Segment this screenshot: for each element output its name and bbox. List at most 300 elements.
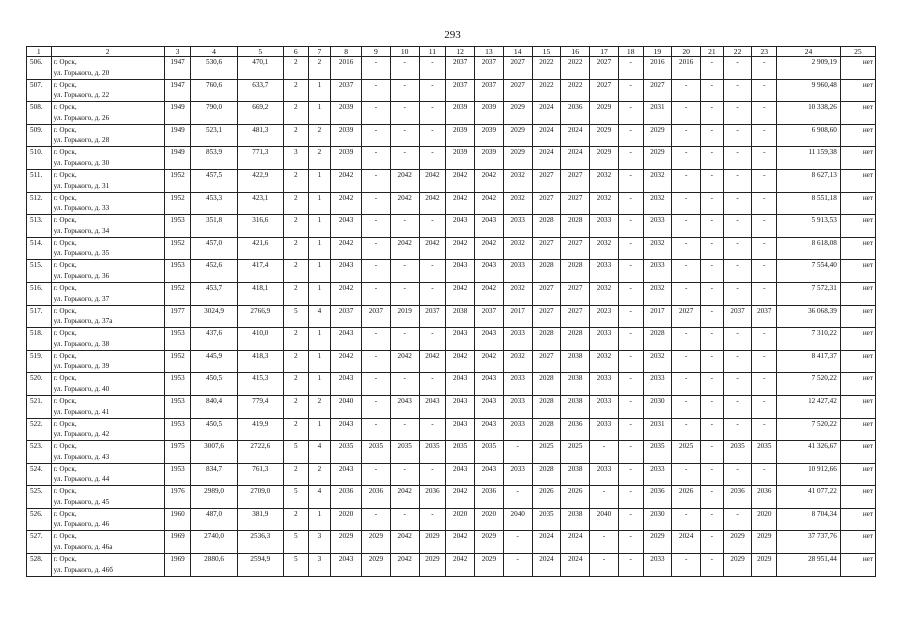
value-cell: 2033: [503, 260, 532, 283]
value-cell: 2033: [503, 373, 532, 396]
value-cell: 2037: [446, 79, 475, 102]
value-cell: 2043: [331, 215, 362, 238]
value-cell: 5: [283, 441, 308, 464]
value-cell: 2042: [446, 531, 475, 554]
column-number: 7: [308, 47, 331, 57]
column-number: 5: [237, 47, 283, 57]
value-cell: 2027: [590, 57, 619, 80]
column-number: 25: [840, 47, 875, 57]
value-cell: 2025: [561, 441, 590, 464]
value-cell: 2042: [446, 237, 475, 260]
value-cell: 2033: [643, 215, 672, 238]
cost-cell: 10 338,26: [777, 102, 841, 125]
address-cell: г. Орск, ул. Горького, д. 20: [51, 57, 164, 80]
value-cell: -: [752, 395, 777, 418]
value-cell: 2: [283, 328, 308, 351]
cost-cell: 9 960,48: [777, 79, 841, 102]
value-cell: -: [390, 373, 419, 396]
value-cell: 2042: [475, 237, 504, 260]
value-cell: 2: [283, 373, 308, 396]
value-cell: 2038: [561, 508, 590, 531]
cost-cell: 8 417,37: [777, 350, 841, 373]
value-cell: 2036: [643, 486, 672, 509]
value-cell: 2043: [331, 260, 362, 283]
value-cell: -: [618, 486, 643, 509]
value-cell: 2032: [643, 169, 672, 192]
value-cell: -: [752, 237, 777, 260]
value-cell: -: [701, 79, 724, 102]
value-cell: 2036: [561, 102, 590, 125]
value-cell: -: [362, 57, 391, 80]
address-cell: г. Орск, ул. Горького, д. 33: [51, 192, 164, 215]
value-cell: 2042: [419, 169, 446, 192]
value-cell: 2027: [532, 192, 561, 215]
table-row: [27, 169, 876, 192]
value-cell: 2043: [446, 395, 475, 418]
value-cell: -: [390, 79, 419, 102]
value-cell: 2: [308, 147, 331, 170]
table-row: [27, 57, 876, 80]
value-cell: 2037: [446, 57, 475, 80]
value-cell: -: [590, 531, 619, 554]
value-cell: -: [390, 508, 419, 531]
column-number: 14: [503, 47, 532, 57]
value-cell: 2020: [475, 508, 504, 531]
value-cell: 2029: [419, 554, 446, 577]
column-number: 9: [362, 47, 391, 57]
row-number-cell: 513.: [27, 215, 52, 238]
value-cell: 2027: [561, 237, 590, 260]
address-cell: г. Орск, ул. Горького, д. 26: [51, 102, 164, 125]
value-cell: -: [590, 441, 619, 464]
value-cell: 2027: [561, 305, 590, 328]
value-cell: -: [390, 57, 419, 80]
value-cell: 2043: [475, 395, 504, 418]
value-cell: 3: [308, 531, 331, 554]
value-cell: 2: [283, 282, 308, 305]
row-number-cell: 522.: [27, 418, 52, 441]
value-cell: -: [618, 79, 643, 102]
address-cell: г. Орск, ул. Горького, д. 40: [51, 373, 164, 396]
value-cell: 1: [308, 260, 331, 283]
row-number-cell: 511.: [27, 169, 52, 192]
value-cell: -: [752, 260, 777, 283]
value-cell: -: [419, 282, 446, 305]
value-cell: 1976: [164, 486, 191, 509]
value-cell: 2042: [390, 350, 419, 373]
value-cell: 2024: [561, 124, 590, 147]
cost-cell: 37 737,76: [777, 531, 841, 554]
flag-cell: нет: [840, 237, 875, 260]
value-cell: 421,6: [237, 237, 283, 260]
value-cell: 2029: [362, 554, 391, 577]
value-cell: 1: [308, 282, 331, 305]
cost-cell: 6 908,60: [777, 124, 841, 147]
cost-cell: 41 077,22: [777, 486, 841, 509]
value-cell: 410,0: [237, 328, 283, 351]
value-cell: -: [390, 328, 419, 351]
value-cell: 2042: [331, 350, 362, 373]
value-cell: -: [618, 531, 643, 554]
value-cell: 2: [308, 463, 331, 486]
value-cell: -: [618, 260, 643, 283]
value-cell: 2: [283, 215, 308, 238]
value-cell: 2031: [643, 418, 672, 441]
value-cell: 2033: [590, 418, 619, 441]
value-cell: 2035: [362, 441, 391, 464]
value-cell: -: [701, 328, 724, 351]
value-cell: 2040: [503, 508, 532, 531]
value-cell: 2042: [390, 237, 419, 260]
row-number-cell: 528.: [27, 554, 52, 577]
value-cell: -: [752, 215, 777, 238]
value-cell: 2989,0: [191, 486, 237, 509]
address-cell: г. Орск, ул. Горького, д. 37а: [51, 305, 164, 328]
value-cell: -: [672, 554, 701, 577]
table-row: [27, 508, 876, 531]
value-cell: 2029: [475, 531, 504, 554]
column-number: 15: [532, 47, 561, 57]
cost-cell: 8 704,34: [777, 508, 841, 531]
value-cell: 2039: [331, 102, 362, 125]
value-cell: 2023: [590, 305, 619, 328]
table-row: [27, 260, 876, 283]
value-cell: 422,9: [237, 169, 283, 192]
value-cell: -: [618, 102, 643, 125]
value-cell: -: [701, 508, 724, 531]
value-cell: 2033: [590, 215, 619, 238]
value-cell: 1: [308, 350, 331, 373]
row-number-cell: 523.: [27, 441, 52, 464]
value-cell: -: [723, 260, 752, 283]
column-number: 16: [561, 47, 590, 57]
value-cell: -: [362, 463, 391, 486]
value-cell: 2029: [475, 554, 504, 577]
value-cell: -: [672, 282, 701, 305]
value-cell: -: [672, 508, 701, 531]
value-cell: 2037: [723, 305, 752, 328]
value-cell: 4: [308, 305, 331, 328]
cost-cell: 36 068,39: [777, 305, 841, 328]
value-cell: -: [723, 79, 752, 102]
value-cell: 2043: [446, 215, 475, 238]
value-cell: -: [390, 282, 419, 305]
value-cell: 3024,9: [191, 305, 237, 328]
cost-cell: 11 159,38: [777, 147, 841, 170]
flag-cell: нет: [840, 147, 875, 170]
value-cell: -: [723, 282, 752, 305]
value-cell: 2039: [331, 147, 362, 170]
value-cell: 2: [308, 395, 331, 418]
value-cell: 2028: [532, 418, 561, 441]
value-cell: -: [503, 441, 532, 464]
value-cell: 2016: [672, 57, 701, 80]
value-cell: -: [390, 102, 419, 125]
value-cell: 5: [283, 305, 308, 328]
value-cell: 2017: [503, 305, 532, 328]
value-cell: 2029: [643, 147, 672, 170]
value-cell: 2032: [590, 350, 619, 373]
cost-cell: 7 572,31: [777, 282, 841, 305]
value-cell: 2027: [561, 169, 590, 192]
cost-cell: 8 551,18: [777, 192, 841, 215]
value-cell: -: [723, 373, 752, 396]
value-cell: 1952: [164, 237, 191, 260]
value-cell: 418,3: [237, 350, 283, 373]
table-row: [27, 441, 876, 464]
address-cell: г. Орск, ул. Горького, д. 35: [51, 237, 164, 260]
address-cell: г. Орск, ул. Горького, д. 22: [51, 79, 164, 102]
value-cell: 2028: [532, 215, 561, 238]
value-cell: 2039: [475, 124, 504, 147]
value-cell: 470,1: [237, 57, 283, 80]
value-cell: -: [672, 328, 701, 351]
value-cell: 457,0: [191, 237, 237, 260]
value-cell: 2042: [446, 169, 475, 192]
value-cell: 2028: [561, 260, 590, 283]
value-cell: 2043: [331, 373, 362, 396]
column-number: 19: [643, 47, 672, 57]
value-cell: 2029: [590, 147, 619, 170]
cost-cell: 41 326,67: [777, 441, 841, 464]
value-cell: -: [419, 147, 446, 170]
value-cell: 1: [308, 215, 331, 238]
value-cell: 2040: [590, 508, 619, 531]
table-row: [27, 147, 876, 170]
value-cell: -: [701, 441, 724, 464]
value-cell: 2029: [643, 531, 672, 554]
value-cell: 2027: [532, 237, 561, 260]
value-cell: -: [419, 215, 446, 238]
value-cell: 2033: [643, 463, 672, 486]
value-cell: 2035: [752, 441, 777, 464]
value-cell: 2: [283, 418, 308, 441]
table-row: [27, 463, 876, 486]
value-cell: 3: [308, 554, 331, 577]
value-cell: 1947: [164, 79, 191, 102]
value-cell: 1: [308, 79, 331, 102]
value-cell: -: [390, 215, 419, 238]
value-cell: 445,9: [191, 350, 237, 373]
flag-cell: нет: [840, 486, 875, 509]
value-cell: 2029: [503, 147, 532, 170]
value-cell: 2: [308, 57, 331, 80]
value-cell: -: [752, 169, 777, 192]
value-cell: 2016: [643, 57, 672, 80]
value-cell: 2043: [390, 395, 419, 418]
value-cell: -: [618, 192, 643, 215]
flag-cell: нет: [840, 169, 875, 192]
value-cell: 2042: [331, 237, 362, 260]
value-cell: -: [618, 463, 643, 486]
value-cell: 2: [283, 57, 308, 80]
value-cell: -: [419, 373, 446, 396]
value-cell: 2030: [643, 395, 672, 418]
column-number-row: [27, 47, 876, 57]
flag-cell: нет: [840, 102, 875, 125]
flag-cell: нет: [840, 305, 875, 328]
value-cell: 2042: [475, 282, 504, 305]
address-cell: г. Орск, ул. Горького, д. 34: [51, 215, 164, 238]
value-cell: -: [362, 508, 391, 531]
row-number-cell: 507.: [27, 79, 52, 102]
value-cell: -: [752, 418, 777, 441]
table-row: [27, 237, 876, 260]
value-cell: -: [752, 79, 777, 102]
value-cell: -: [752, 147, 777, 170]
value-cell: 2036: [561, 418, 590, 441]
value-cell: 2033: [590, 260, 619, 283]
value-cell: -: [362, 282, 391, 305]
table-row: [27, 531, 876, 554]
value-cell: -: [752, 463, 777, 486]
value-cell: -: [701, 102, 724, 125]
value-cell: 1: [308, 102, 331, 125]
value-cell: -: [701, 395, 724, 418]
address-cell: г. Орск, ул. Горького, д. 46: [51, 508, 164, 531]
value-cell: 2033: [590, 395, 619, 418]
value-cell: 2042: [419, 192, 446, 215]
value-cell: -: [362, 124, 391, 147]
value-cell: 2042: [331, 169, 362, 192]
value-cell: -: [701, 147, 724, 170]
value-cell: 2043: [446, 260, 475, 283]
value-cell: -: [419, 508, 446, 531]
value-cell: 2: [283, 260, 308, 283]
value-cell: 2020: [331, 508, 362, 531]
value-cell: -: [362, 328, 391, 351]
flag-cell: нет: [840, 508, 875, 531]
value-cell: 2032: [503, 282, 532, 305]
value-cell: 2043: [446, 328, 475, 351]
value-cell: 2: [283, 169, 308, 192]
value-cell: 2037: [419, 305, 446, 328]
value-cell: 2042: [475, 192, 504, 215]
flag-cell: нет: [840, 418, 875, 441]
table-row: [27, 282, 876, 305]
cost-cell: 2 909,19: [777, 57, 841, 80]
table-row: [27, 102, 876, 125]
value-cell: -: [723, 192, 752, 215]
value-cell: -: [752, 282, 777, 305]
row-number-cell: 514.: [27, 237, 52, 260]
column-number: 10: [390, 47, 419, 57]
value-cell: 2043: [331, 463, 362, 486]
value-cell: 2033: [503, 328, 532, 351]
value-cell: 2028: [643, 328, 672, 351]
cost-cell: 8 627,13: [777, 169, 841, 192]
value-cell: 2024: [532, 554, 561, 577]
value-cell: 450,5: [191, 373, 237, 396]
value-cell: 530,6: [191, 57, 237, 80]
value-cell: -: [362, 350, 391, 373]
row-number-cell: 512.: [27, 192, 52, 215]
value-cell: -: [701, 282, 724, 305]
value-cell: 2042: [446, 554, 475, 577]
value-cell: 1952: [164, 169, 191, 192]
value-cell: -: [701, 531, 724, 554]
cost-cell: 8 618,08: [777, 237, 841, 260]
value-cell: 2040: [331, 395, 362, 418]
value-cell: -: [672, 169, 701, 192]
value-cell: -: [672, 463, 701, 486]
value-cell: -: [419, 57, 446, 80]
value-cell: 853,9: [191, 147, 237, 170]
value-cell: 2033: [590, 373, 619, 396]
address-cell: г. Орск, ул. Горького, д. 30: [51, 147, 164, 170]
value-cell: -: [752, 192, 777, 215]
value-cell: -: [618, 328, 643, 351]
value-cell: -: [672, 79, 701, 102]
value-cell: 419,9: [237, 418, 283, 441]
value-cell: 2037: [475, 305, 504, 328]
value-cell: 351,8: [191, 215, 237, 238]
value-cell: 2028: [532, 373, 561, 396]
address-cell: г. Орск, ул. Горького, д. 41: [51, 395, 164, 418]
table-row: [27, 486, 876, 509]
value-cell: -: [390, 147, 419, 170]
flag-cell: нет: [840, 124, 875, 147]
value-cell: 1952: [164, 350, 191, 373]
value-cell: 2024: [532, 124, 561, 147]
value-cell: -: [362, 215, 391, 238]
row-number-cell: 519.: [27, 350, 52, 373]
value-cell: 4: [308, 441, 331, 464]
value-cell: 2024: [561, 531, 590, 554]
value-cell: 2027: [590, 79, 619, 102]
value-cell: -: [419, 463, 446, 486]
value-cell: 2033: [503, 215, 532, 238]
value-cell: 1: [308, 418, 331, 441]
housing-register-table: [26, 46, 876, 577]
flag-cell: нет: [840, 79, 875, 102]
value-cell: -: [618, 441, 643, 464]
value-cell: 2042: [475, 169, 504, 192]
value-cell: 2027: [532, 282, 561, 305]
row-number-cell: 509.: [27, 124, 52, 147]
value-cell: 2033: [503, 463, 532, 486]
row-number-cell: 524.: [27, 463, 52, 486]
value-cell: -: [723, 418, 752, 441]
table-row: [27, 328, 876, 351]
value-cell: 2035: [532, 508, 561, 531]
value-cell: 2025: [672, 441, 701, 464]
value-cell: 457,5: [191, 169, 237, 192]
value-cell: 2037: [475, 57, 504, 80]
value-cell: -: [701, 237, 724, 260]
value-cell: 2722,6: [237, 441, 283, 464]
value-cell: 453,3: [191, 192, 237, 215]
column-number: 21: [701, 47, 724, 57]
value-cell: 2036: [723, 486, 752, 509]
value-cell: -: [618, 237, 643, 260]
value-cell: 2029: [590, 124, 619, 147]
value-cell: -: [672, 192, 701, 215]
value-cell: 2029: [590, 102, 619, 125]
value-cell: 2042: [331, 282, 362, 305]
cost-cell: 7 310,22: [777, 328, 841, 351]
value-cell: 2017: [643, 305, 672, 328]
value-cell: 1969: [164, 554, 191, 577]
value-cell: 834,7: [191, 463, 237, 486]
value-cell: 2766,9: [237, 305, 283, 328]
table-row: [27, 418, 876, 441]
value-cell: 2043: [475, 260, 504, 283]
value-cell: -: [701, 215, 724, 238]
value-cell: 481,3: [237, 124, 283, 147]
value-cell: -: [701, 57, 724, 80]
table-row: [27, 373, 876, 396]
